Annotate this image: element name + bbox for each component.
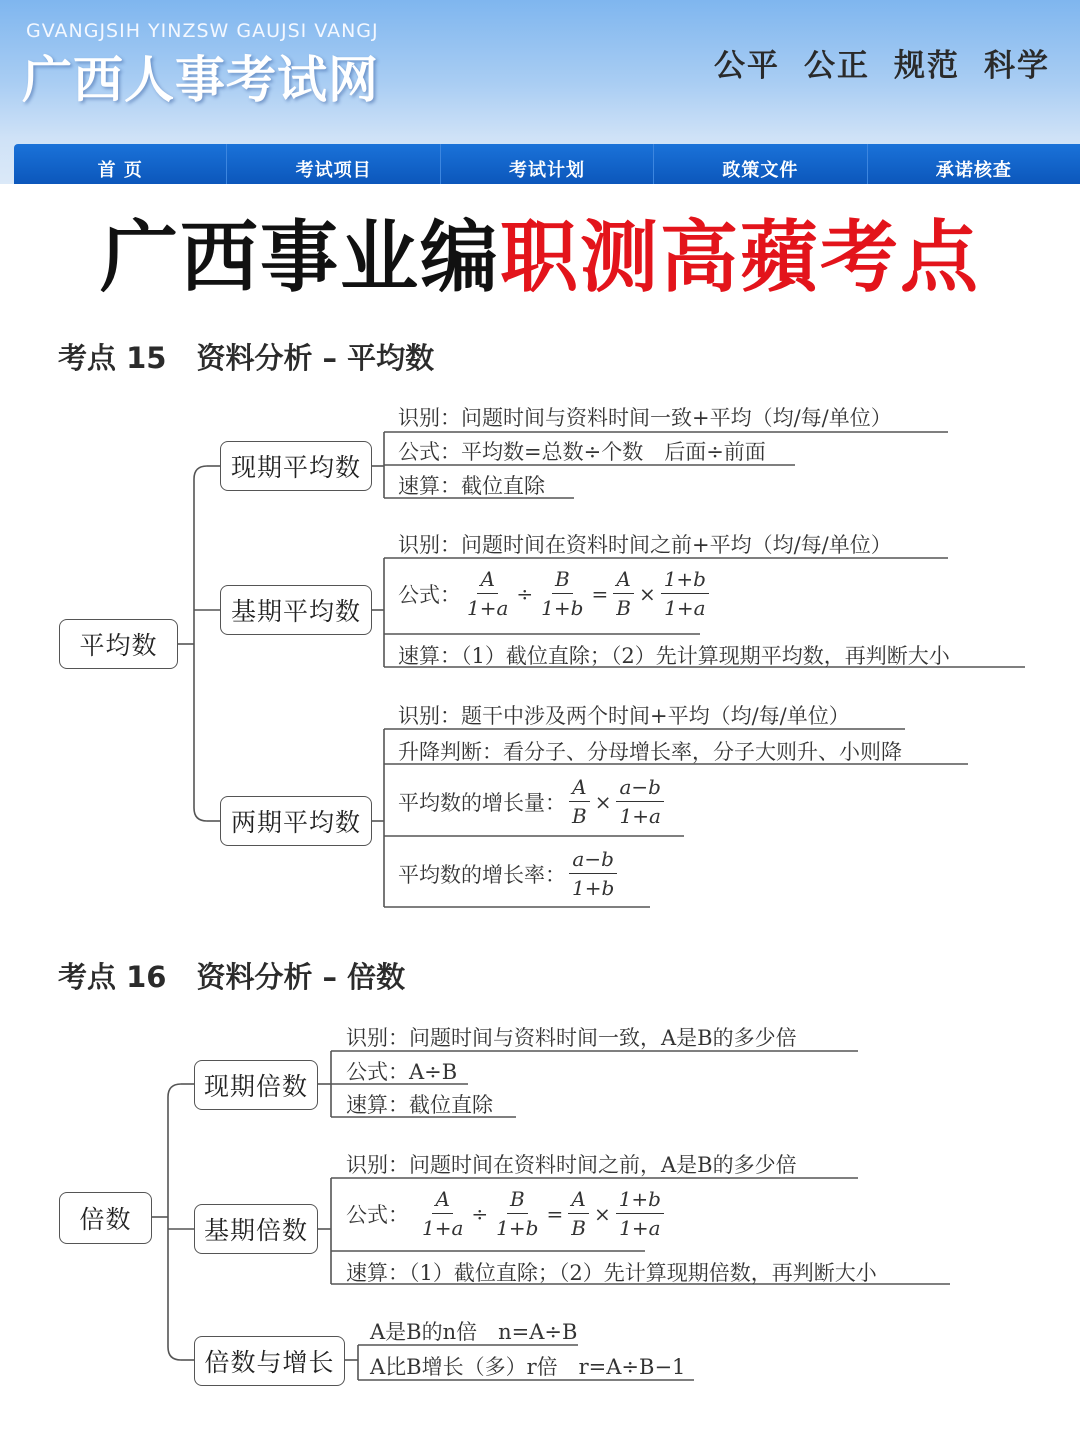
nav-exam-items[interactable]: 考试项目	[227, 144, 440, 184]
leaf-base-mult-identify: 识别：问题时间在资料时间之前，A是B的多少倍	[346, 1153, 797, 1177]
leaf-two-avg-identify: 识别：题干中涉及两个时间+平均（均/每/单位）	[398, 704, 850, 728]
node-current-multiple: 现期倍数	[194, 1060, 318, 1110]
operator: ÷	[471, 1201, 489, 1226]
nav-policy-docs[interactable]: 政策文件	[654, 144, 867, 184]
node-two-period-average: 两期平均数	[220, 796, 372, 846]
leaf-two-avg-growth-rate	[398, 848, 620, 899]
leaf-two-avg-growth-amount	[398, 776, 667, 827]
node-base-multiple: 基期倍数	[194, 1204, 318, 1254]
section-16-number: 考点 16	[58, 960, 167, 994]
growth-amount-label: 平均数的增长量：	[398, 790, 566, 815]
leaf-two-avg-judge: 升降判断：看分子、分母增长率，分子大则升、小则降	[398, 740, 902, 764]
leaf-current-avg-formula: 公式：平均数=总数÷个数 后面÷前面	[398, 440, 766, 464]
node-multiple-growth: 倍数与增长	[194, 1336, 345, 1386]
fraction: $\frac{A}{B}$	[569, 776, 590, 827]
fraction: $\frac{A}{B}$	[613, 568, 634, 619]
fraction: $\frac{A}{1+a}$	[422, 1187, 464, 1240]
leaf-base-mult-speed: 速算：（1）截位直除；（2）先计算现期倍数，再判断大小	[346, 1261, 877, 1285]
growth-rate-label: 平均数的增长率：	[398, 862, 566, 887]
nav-exam-plan[interactable]: 考试计划	[441, 144, 654, 184]
leaf-current-mult-speed: 速算：截位直除	[346, 1093, 493, 1117]
leaf-base-avg-identify: 识别：问题时间在资料时间之前+平均（均/每/单位）	[398, 533, 892, 557]
formula-label: 公式：	[398, 582, 461, 607]
fraction: $\frac{1+b}{1+a}$	[661, 568, 709, 619]
fraction: $\frac{1+b}{1+a}$	[616, 1188, 664, 1239]
title-black-part: 广西事业编	[99, 213, 500, 303]
fraction: $\frac{A}{1+a}$	[467, 567, 509, 620]
connector	[168, 1084, 181, 1360]
node-current-average: 现期平均数	[220, 441, 372, 491]
leaf-current-avg-identify: 识别：问题时间与资料时间一致+平均（均/每/单位）	[398, 406, 892, 430]
leaf-growth-line-2: A比B增长（多）r倍 r=A÷B−1	[370, 1355, 686, 1379]
nav-home[interactable]: 首 页	[14, 144, 227, 184]
fraction: $\frac{B}{1+b}$	[541, 567, 584, 620]
operator: ÷	[516, 581, 534, 606]
operator: =	[546, 1201, 564, 1226]
operator: ×	[594, 789, 612, 814]
operator: ×	[593, 1201, 611, 1226]
slogan-1: 公平	[714, 48, 780, 84]
formula-label: 公式：	[346, 1202, 409, 1227]
leaf-base-mult-formula	[346, 1188, 667, 1239]
slogan-2: 公正	[804, 48, 870, 84]
fraction: $\frac{A}{B}$	[568, 1188, 589, 1239]
nav-commitment-check[interactable]: 承诺核查	[935, 160, 1012, 181]
leaf-current-avg-speed: 速算：截位直除	[398, 474, 545, 498]
section-15-name: 资料分析 – 平均数	[196, 341, 435, 375]
site-pinyin: GVANGJSIH YINZSW GAUJSI VANGJ	[26, 20, 379, 42]
node-base-average: 基期平均数	[220, 585, 372, 635]
operator: ×	[638, 581, 656, 606]
title-red-part: 职测高蘋考点	[500, 213, 981, 303]
site-logo-text[interactable]: 广西人事考试网	[22, 50, 379, 109]
operator: =	[591, 581, 609, 606]
leaf-growth-line-1: A是B的n倍 n=A÷B	[370, 1320, 578, 1344]
fraction: $\frac{B}{1+b}$	[496, 1187, 539, 1240]
root-node-average: 平均数	[59, 619, 178, 669]
slogan-4: 科学	[984, 48, 1050, 84]
leaf-base-avg-formula	[398, 568, 712, 619]
leaf-base-avg-speed: 速算：（1）截位直除；（2）先计算现期平均数，再判断大小	[398, 644, 950, 668]
connector	[194, 466, 207, 821]
root-node-multiple: 倍数	[59, 1192, 152, 1244]
fraction: $\frac{a-b}{1+b}$	[569, 848, 617, 899]
section-16-name: 资料分析 – 倍数	[196, 960, 406, 994]
fraction: $\frac{a-b}{1+a}$	[616, 776, 663, 827]
section-15-number: 考点 15	[58, 341, 167, 375]
leaf-current-mult-identify: 识别：问题时间与资料时间一致，A是B的多少倍	[346, 1026, 797, 1050]
leaf-current-mult-formula: 公式：A÷B	[346, 1060, 458, 1084]
slogan-3: 规范	[894, 48, 960, 84]
